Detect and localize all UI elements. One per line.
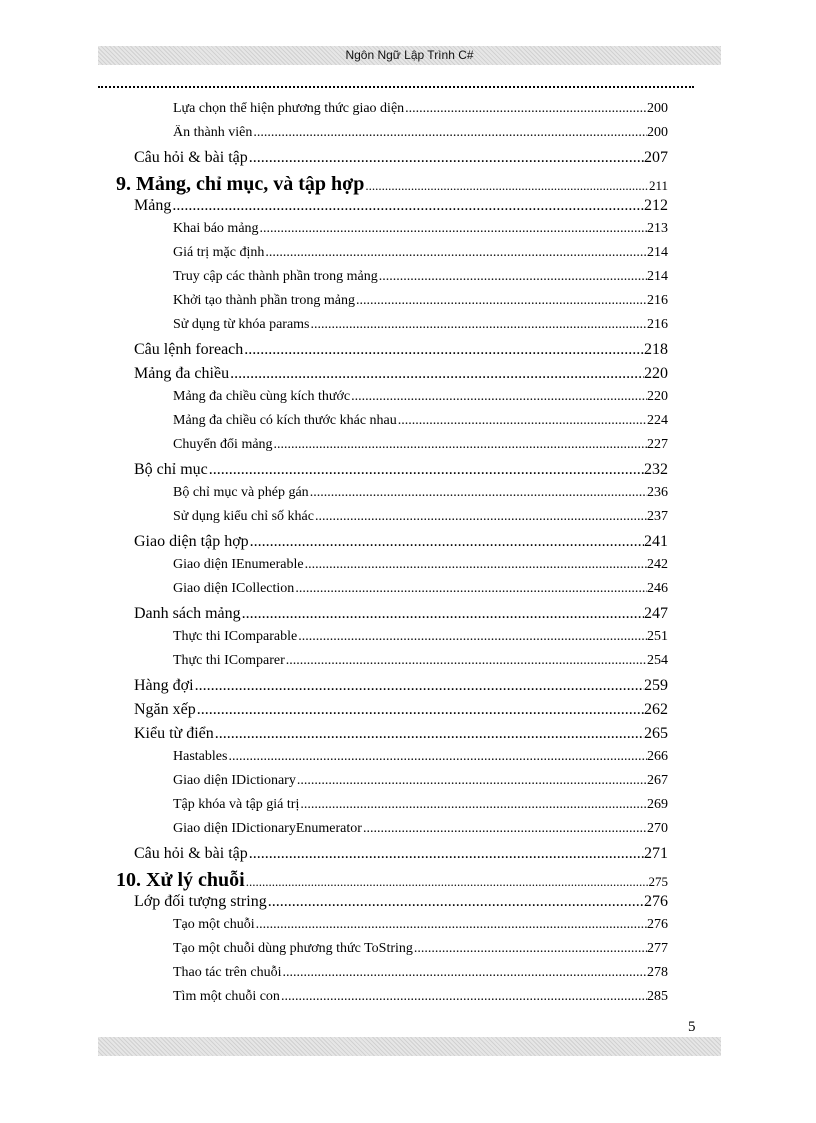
toc-subsection-entry[interactable] (173, 821, 668, 837)
toc-page-number: 220 (644, 365, 668, 382)
toc-subsection-entry[interactable] (173, 965, 668, 981)
toc-page-number: 276 (644, 893, 668, 910)
toc-dot-leader (350, 389, 647, 405)
toc-dot-leader (264, 245, 647, 261)
toc-subsection-entry[interactable] (173, 293, 668, 309)
toc-entry-title: Câu lệnh foreach (134, 341, 244, 358)
toc-page-number: 227 (647, 437, 668, 452)
toc-entry-title: Danh sách mảng (134, 605, 241, 622)
toc-dot-leader (171, 197, 644, 215)
toc-page-number: 275 (648, 874, 668, 889)
toc-dot-leader (255, 917, 647, 933)
toc-entry-title: Sử dụng từ khóa params (173, 317, 310, 332)
toc-dot-leader (252, 125, 647, 141)
toc-dot-leader (249, 533, 644, 551)
toc-entry-title: Ẩn thành viên (173, 125, 253, 140)
toc-page-number: 212 (644, 197, 668, 214)
toc-section-entry[interactable] (134, 341, 668, 359)
toc-entry-title: Mảng đa chiều có kích thước khác nhau (173, 413, 397, 428)
toc-page-number: 285 (647, 989, 668, 1004)
toc-page-number: 216 (647, 293, 668, 308)
toc-entry-title: Chuyển đổi mảng (173, 437, 273, 452)
toc-section-entry[interactable] (134, 725, 668, 743)
toc-entry-title: Bộ chỉ mục (134, 461, 208, 478)
toc-page-number: 269 (647, 797, 668, 812)
toc-section-entry[interactable] (134, 149, 668, 167)
toc-page-number: 236 (647, 485, 668, 500)
toc-dot-leader (297, 629, 647, 645)
toc-page-number: 247 (644, 605, 668, 622)
toc-subsection-entry[interactable] (173, 773, 668, 789)
toc-entry-title: Tìm một chuỗi con (173, 989, 280, 1004)
toc-subsection-entry[interactable] (173, 629, 668, 645)
toc-page-number: 270 (647, 821, 668, 836)
toc-subsection-entry[interactable] (173, 509, 668, 525)
toc-subsection-entry[interactable] (173, 317, 668, 333)
toc-section-entry[interactable] (134, 893, 668, 911)
toc-subsection-entry[interactable] (173, 749, 668, 765)
toc-page-number: 277 (647, 941, 668, 956)
toc-entry-title: Lựa chọn thể hiện phương thức giao diện (173, 101, 405, 116)
toc-dot-leader (194, 677, 644, 695)
toc-section-entry[interactable] (134, 845, 668, 863)
toc-subsection-entry[interactable] (173, 125, 668, 141)
toc-subsection-entry[interactable] (173, 101, 668, 117)
toc-subsection-entry[interactable] (173, 245, 668, 261)
toc-dot-leader (245, 874, 649, 890)
toc-dot-leader (229, 365, 644, 383)
toc-subsection-entry[interactable] (173, 989, 668, 1005)
toc-entry-title: Câu hỏi & bài tập (134, 845, 248, 862)
toc-dot-leader (248, 149, 644, 167)
toc-dot-leader (309, 485, 647, 501)
toc-page-number: 267 (647, 773, 668, 788)
toc-page-number: 262 (644, 701, 668, 718)
toc-dot-leader (314, 509, 647, 525)
page-number: 5 (688, 1019, 696, 1035)
toc-page-number: 224 (647, 413, 668, 428)
toc-page-number: 213 (647, 221, 668, 236)
toc-entry-title: Giao diện IDictionary (173, 773, 296, 788)
toc-entry-title: Ngăn xếp (134, 701, 196, 718)
toc-entry-title: Khai báo mảng (173, 221, 259, 236)
toc-page-number: 265 (644, 725, 668, 742)
toc-entry-title: Tập khóa và tập giá trị (173, 797, 300, 812)
toc-dot-leader (362, 821, 647, 837)
toc-dot-leader (273, 437, 647, 453)
toc-entry-title: Thao tác trên chuỗi (173, 965, 282, 980)
toc-entry-title: Giao diện ICollection (173, 581, 295, 596)
toc-entry-title: 9. Mảng, chỉ mục, và tập hợp (116, 173, 365, 195)
toc-page-number: 246 (647, 581, 668, 596)
toc-page-number: 251 (647, 629, 668, 644)
toc-page-number: 214 (647, 269, 668, 284)
toc-page-number: 276 (647, 917, 668, 932)
toc-entry-title: Thực thi IComparable (173, 629, 298, 644)
toc-entry-title: Hàng đợi (134, 677, 194, 694)
toc-page-number: 218 (644, 341, 668, 358)
toc-page-number: 211 (648, 178, 668, 193)
toc-dot-leader (281, 965, 647, 981)
toc-section-entry[interactable] (134, 701, 668, 719)
toc-entry-title: Hastables (173, 749, 228, 764)
toc-entry-title: Tạo một chuỗi dùng phương thức ToString (173, 941, 413, 956)
toc-entry-title: Lớp đối tượng string (134, 893, 267, 910)
toc-entry-title: Kiểu từ điển (134, 725, 214, 742)
toc-section-entry[interactable] (134, 461, 668, 479)
toc-dot-leader (413, 941, 647, 957)
toc-dot-leader (241, 605, 644, 623)
header-title: Ngôn Ngữ Lập Trình C# (345, 48, 474, 62)
toc-dot-leader (378, 269, 647, 285)
toc-section-entry[interactable] (134, 605, 668, 623)
toc-subsection-entry[interactable] (173, 485, 668, 501)
toc-dot-leader (294, 581, 647, 597)
toc-subsection-entry[interactable] (173, 221, 668, 237)
toc-page-number: 242 (647, 557, 668, 572)
toc-page-number: 237 (647, 509, 668, 524)
toc-page-number: 207 (644, 149, 668, 166)
toc-dot-leader (208, 461, 644, 479)
toc-subsection-entry[interactable] (173, 389, 668, 405)
toc-page-number: 214 (647, 245, 668, 260)
toc-dot-leader (397, 413, 647, 429)
toc-page-number: 271 (644, 845, 668, 862)
toc-dot-leader (214, 725, 644, 743)
footer-band (98, 1037, 721, 1056)
toc-subsection-entry[interactable] (173, 269, 668, 285)
toc-chapter-entry[interactable] (116, 869, 668, 892)
toc-dot-leader (285, 653, 647, 669)
toc-entry-title: Giao diện tập hợp (134, 533, 249, 550)
toc-dot-leader (364, 178, 649, 194)
toc-page-number: 200 (647, 101, 668, 116)
toc-dot-leader (355, 293, 647, 309)
toc-section-entry[interactable] (134, 197, 668, 215)
toc-entry-title: Mảng (134, 197, 172, 214)
toc-dot-leader (404, 101, 647, 117)
toc-entry-title: Mảng đa chiều cùng kích thước (173, 389, 351, 404)
toc-entry-title: Tạo một chuỗi (173, 917, 255, 932)
toc-entry-title: Bộ chỉ mục và phép gán (173, 485, 309, 500)
toc-page-number: 200 (647, 125, 668, 140)
toc-dot-leader (227, 749, 647, 765)
toc-entry-title: Mảng đa chiều (134, 365, 230, 382)
toc-dot-leader (280, 989, 647, 1005)
toc-dot-leader (196, 701, 644, 719)
toc-page-number: 241 (644, 533, 668, 550)
toc-page-number: 254 (647, 653, 668, 668)
toc-page-number: 232 (644, 461, 668, 478)
toc-section-entry[interactable] (134, 533, 668, 551)
header-separator (98, 86, 694, 88)
toc-entry-title: Giao diện IDictionaryEnumerator (173, 821, 362, 836)
toc-page-number: 278 (647, 965, 668, 980)
toc-entry-title: Khởi tạo thành phần trong mảng (173, 293, 355, 308)
toc-entry-title: Truy cập các thành phần trong mảng (173, 269, 378, 284)
toc-entry-title: 10. Xử lý chuỗi (116, 869, 245, 891)
toc-page-number: 266 (647, 749, 668, 764)
toc-page-number: 216 (647, 317, 668, 332)
toc-subsection-entry[interactable] (173, 917, 668, 933)
toc-dot-leader (296, 773, 647, 789)
toc-dot-leader (304, 557, 647, 573)
toc-dot-leader (299, 797, 647, 813)
toc-chapter-entry[interactable] (116, 173, 668, 196)
toc-section-entry[interactable] (134, 677, 668, 695)
toc-entry-title: Thực thi IComparer (173, 653, 285, 668)
toc-dot-leader (243, 341, 644, 359)
toc-subsection-entry[interactable] (173, 581, 668, 597)
toc-subsection-entry[interactable] (173, 941, 668, 957)
toc-subsection-entry[interactable] (173, 557, 668, 573)
toc-subsection-entry[interactable] (173, 413, 668, 429)
header-band (98, 46, 721, 65)
toc-page-number: 220 (647, 389, 668, 404)
toc-page-number: 259 (644, 677, 668, 694)
toc-entry-title: Giao diện IEnumerable (173, 557, 304, 572)
toc-subsection-entry[interactable] (173, 437, 668, 453)
toc-subsection-entry[interactable] (173, 653, 668, 669)
toc-dot-leader (248, 845, 644, 863)
toc-dot-leader (267, 893, 644, 911)
toc-entry-title: Sử dụng kiểu chỉ số khác (173, 509, 314, 524)
toc-entry-title: Câu hỏi & bài tập (134, 149, 248, 166)
toc-dot-leader (259, 221, 647, 237)
toc-subsection-entry[interactable] (173, 797, 668, 813)
toc-dot-leader (310, 317, 648, 333)
toc-section-entry[interactable] (134, 365, 668, 383)
toc-entry-title: Giá trị mặc định (173, 245, 265, 260)
